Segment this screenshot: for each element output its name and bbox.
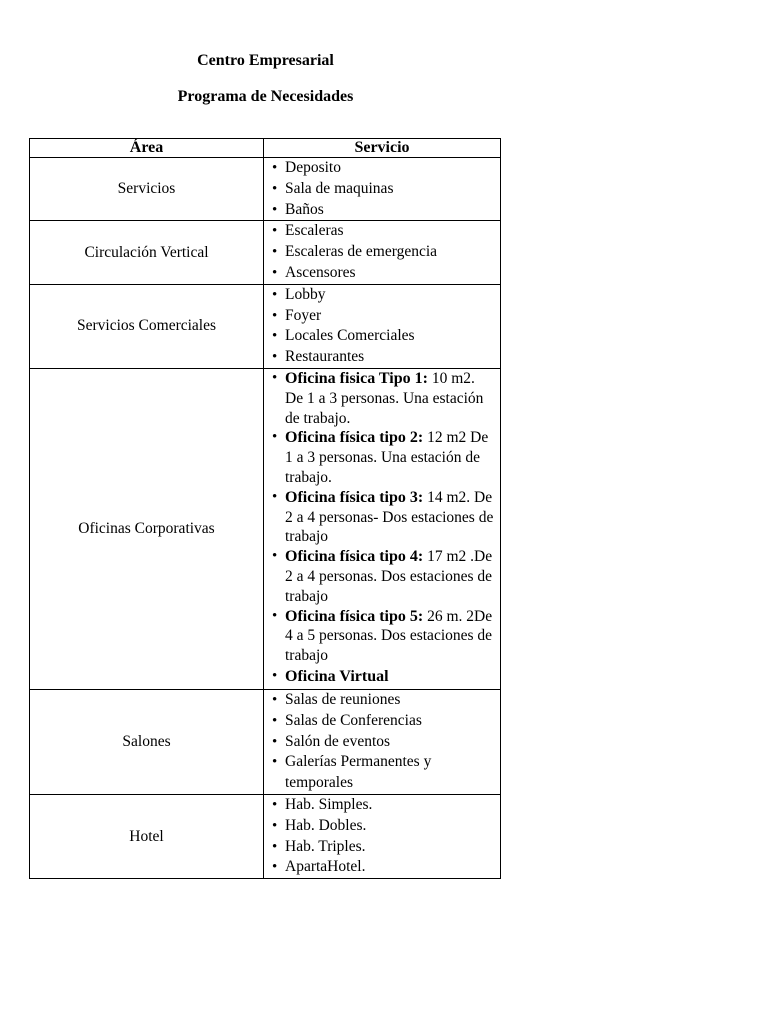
table-row [30, 221, 501, 284]
area-cell: Hotel [30, 794, 264, 878]
office-type-description: 26 m. 2De 4 a 5 personas. Dos estaciones de trabajo [285, 607, 493, 665]
table-row [30, 794, 501, 878]
list-item: • Hab. Simples. [264, 795, 500, 816]
office-type-label: Oficina física tipo 5: [285, 607, 424, 625]
table-row [30, 158, 501, 221]
document-subtitle: Programa de Necesidades [177, 88, 354, 105]
service-list [264, 158, 500, 220]
service-list [264, 221, 500, 283]
list-item: • Escaleras [264, 221, 500, 242]
list-item: • Hab. Dobles. [264, 816, 500, 837]
table-row [30, 284, 501, 368]
office-type-label: Oficina Virtual [285, 667, 389, 685]
list-item [264, 488, 500, 547]
list-item: • Escaleras de emergencia [264, 242, 500, 263]
service-cell [264, 284, 501, 368]
office-type-label: Oficina física tipo 4: [285, 548, 424, 566]
area-cell: Servicios Comerciales [30, 284, 264, 368]
list-item: • ApartaHotel. [264, 857, 500, 878]
list-item: • Salón de eventos [264, 732, 500, 753]
list-item: • Salas de reuniones [264, 690, 500, 711]
office-type-label: Oficina física tipo 3: [285, 488, 424, 506]
area-cell: Oficinas Corporativas [30, 368, 264, 689]
office-type-description: 12 m2 De 1 a 3 personas. Una estación de trabajo. [285, 429, 489, 486]
list-item [264, 666, 500, 687]
service-list [264, 690, 500, 794]
area-cell: Circulación Vertical [30, 221, 264, 284]
service-cell [264, 158, 501, 221]
list-item: • Lobby [264, 285, 500, 306]
list-item [264, 428, 500, 487]
needs-table [29, 138, 501, 879]
office-type-description: 10 m2. De 1 a 3 personas. Una estación de trabajo. [285, 369, 484, 427]
list-item: • Restaurantes [264, 347, 500, 368]
service-list [264, 369, 500, 687]
table-row [30, 689, 501, 794]
service-cell [264, 794, 501, 878]
service-cell [264, 368, 501, 689]
header-servicio: Servicio [264, 139, 501, 158]
service-cell [264, 689, 501, 794]
service-list [264, 285, 500, 368]
header-area: Área [30, 139, 264, 158]
list-item: • Locales Comerciales [264, 326, 500, 347]
office-type-label: Oficina física tipo 2: [285, 429, 424, 447]
list-item [264, 607, 500, 666]
office-type-label: Oficina fisica Tipo 1: [285, 369, 428, 387]
table-row [30, 368, 501, 689]
list-item: • Hab. Triples. [264, 837, 500, 858]
list-item: • Deposito [264, 158, 500, 179]
list-item: • Baños [264, 200, 500, 221]
table-header-row [30, 139, 501, 158]
list-item: • Sala de maquinas [264, 179, 500, 200]
area-cell: Servicios [30, 158, 264, 221]
list-item [264, 547, 500, 606]
list-item: • Foyer [264, 306, 500, 327]
office-type-description: 17 m2 .De 2 a 4 personas. Dos estaciones de trabajo [285, 548, 493, 605]
document-title: Centro Empresarial [197, 52, 334, 69]
list-item: • Galerías Permanentes y temporales [264, 752, 500, 794]
area-cell: Salones [30, 689, 264, 794]
office-type-description: 14 m2. De 2 a 4 personas- Dos estaciones de trabajo [285, 488, 494, 546]
list-item: • Salas de Conferencias [264, 711, 500, 732]
list-item [264, 369, 500, 428]
service-cell [264, 221, 501, 284]
list-item: • Ascensores [264, 263, 500, 284]
service-list [264, 795, 500, 878]
